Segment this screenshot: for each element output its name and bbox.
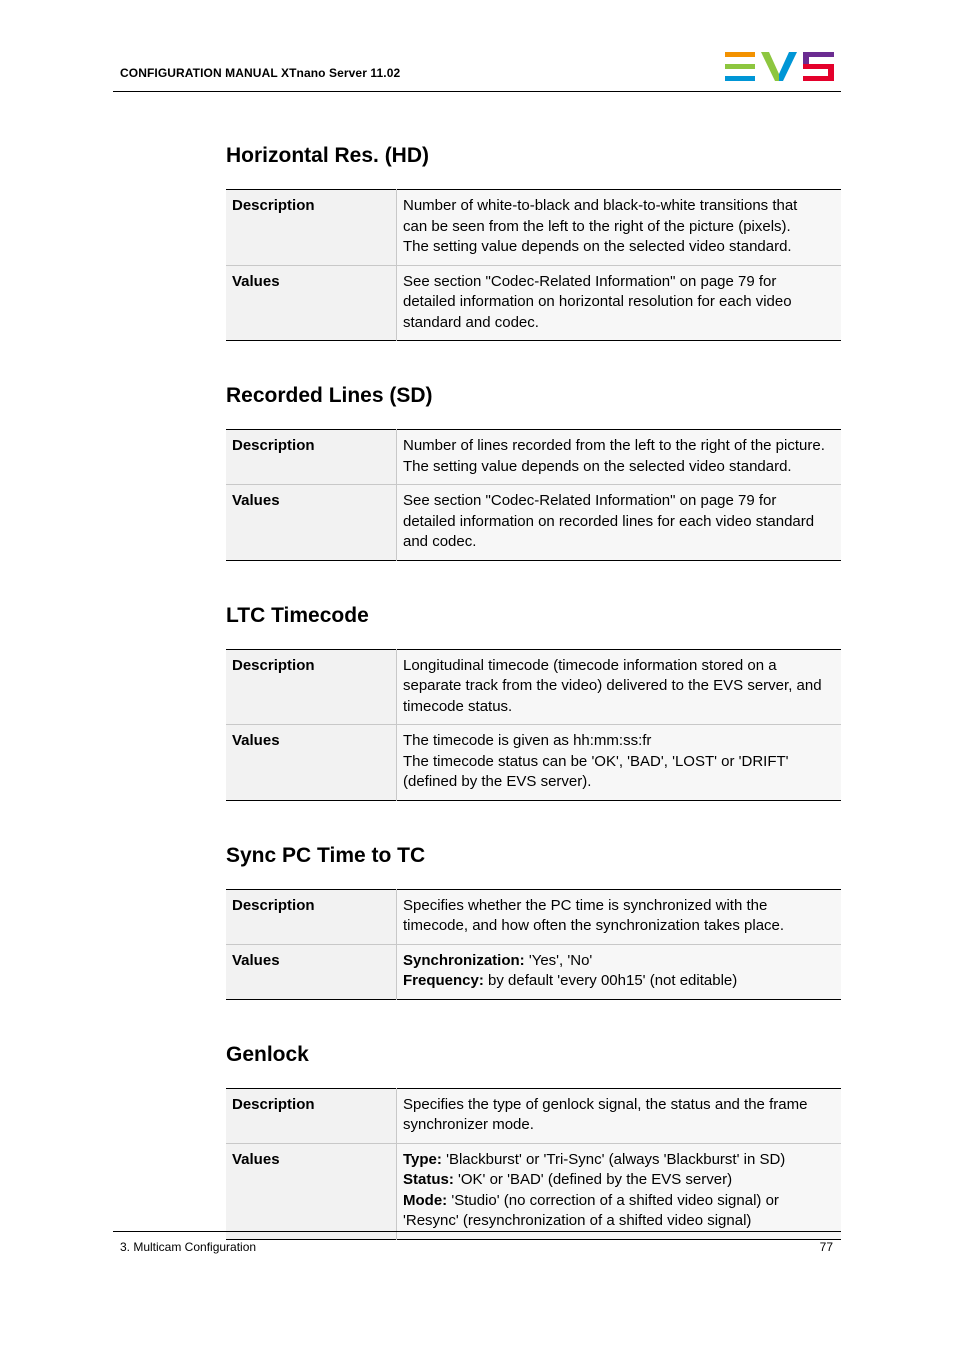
parameter-section <box>226 140 841 341</box>
value-text: 'Studio' (no correction of a shifted video signal) or <box>447 1191 779 1209</box>
section-title: LTC Timecode <box>226 603 369 627</box>
value-line <box>403 436 835 457</box>
value-text: detailed information on recorded lines for each video standard <box>403 512 815 530</box>
row-label: Description <box>226 430 397 485</box>
value-text: timecode status. <box>403 697 513 715</box>
value-line <box>403 1170 835 1191</box>
value-text: detailed information on horizontal resolution for each video <box>403 293 792 310</box>
row-value <box>397 430 842 485</box>
parameter-section <box>226 380 841 561</box>
section-title: Recorded Lines (SD) <box>226 384 433 407</box>
value-text: See section "Codec-Related Information" on page 79 for <box>403 272 777 290</box>
value-line <box>403 676 835 697</box>
value-text: synchronizer mode. <box>403 1116 534 1133</box>
table-row <box>226 1143 841 1239</box>
value-text: See section "Codec-Related Information" on page 79 for <box>403 492 777 509</box>
value-text: Number of lines recorded from the left to the right of the picture. <box>403 437 825 454</box>
header-title: CONFIGURATION MANUAL XTnano Server 11.02 <box>120 66 401 80</box>
value-text: 'Resync' (resynchronization of a shifted video signal) <box>403 1212 752 1229</box>
value-line <box>403 532 835 553</box>
value-line <box>403 1191 835 1212</box>
value-line <box>403 196 835 217</box>
value-line <box>403 772 835 793</box>
value-line <box>403 916 835 937</box>
value-line <box>403 1211 835 1232</box>
value-line <box>403 491 835 512</box>
value-line <box>403 752 835 773</box>
table-row <box>226 430 841 485</box>
value-line <box>403 896 835 917</box>
table-row <box>226 944 841 999</box>
value-text: and codec. <box>403 533 477 550</box>
value-line <box>403 1095 835 1116</box>
evs-logo <box>725 52 835 82</box>
row-label: Values <box>226 265 397 341</box>
row-label: Values <box>226 725 397 801</box>
table-row <box>226 190 841 266</box>
value-term: Frequency: <box>403 972 484 989</box>
section-title: Horizontal Res. (HD) <box>226 144 430 167</box>
value-line <box>403 313 835 334</box>
value-text: Number of white-to-black and black-to-white transitions that <box>403 197 798 214</box>
value-line <box>403 697 835 718</box>
row-label: Description <box>226 190 397 266</box>
row-value <box>397 265 842 341</box>
row-label: Description <box>226 1088 397 1143</box>
table-row <box>226 725 841 801</box>
row-value <box>397 649 842 725</box>
value-term: Synchronization: <box>403 951 525 969</box>
value-text: Specifies the type of genlock signal, the status and the frame <box>403 1095 808 1113</box>
value-text: 'Yes', 'No' <box>524 951 593 969</box>
value-text: (defined by the EVS server). <box>403 773 592 790</box>
footer-chapter: 3. Multicam Configuration <box>120 1240 257 1254</box>
parameter-table <box>226 1088 841 1240</box>
value-line <box>403 292 835 313</box>
row-label: Description <box>226 889 397 944</box>
page-content <box>226 140 841 1240</box>
value-text: separate track from the video) delivered to the EVS server, and <box>403 677 822 694</box>
value-text: The setting value depends on the selected video standard. <box>403 457 792 475</box>
table-row <box>226 485 841 561</box>
value-text: can be seen from the left to the right of the picture (pixels). <box>403 217 791 235</box>
row-value <box>397 1088 842 1143</box>
value-line <box>403 272 835 293</box>
section-title: Genlock <box>226 1042 309 1066</box>
row-label: Values <box>226 1143 397 1239</box>
row-label: Values <box>226 944 397 999</box>
value-term: Status: <box>403 1171 454 1188</box>
value-line <box>403 1115 835 1136</box>
value-term: Type: <box>403 1150 442 1168</box>
value-text: The timecode status can be 'OK', 'BAD', 'LOST' or 'DRIFT' <box>403 752 789 770</box>
parameter-section <box>226 1039 841 1240</box>
row-label: Values <box>226 485 397 561</box>
value-term: Mode: <box>403 1191 448 1209</box>
page-header <box>113 0 841 92</box>
value-text: Specifies whether the PC time is synchronized with the <box>403 896 768 914</box>
table-row <box>226 889 841 944</box>
parameter-table <box>226 429 841 561</box>
value-line <box>403 731 835 752</box>
value-text: standard and codec. <box>403 313 539 331</box>
page-number: 77 <box>819 1240 833 1254</box>
value-line <box>403 951 835 972</box>
value-line <box>403 217 835 238</box>
parameter-table <box>226 189 841 341</box>
value-text: Longitudinal timecode (timecode information stored on a <box>403 656 777 674</box>
parameter-section <box>226 600 841 801</box>
value-line <box>403 971 835 992</box>
page-footer <box>113 1231 841 1254</box>
table-row <box>226 649 841 725</box>
value-text: timecode, and how often the synchronization takes place. <box>403 917 785 934</box>
value-text: by default 'every 00h15' (not editable) <box>483 972 738 989</box>
value-text: 'Blackburst' or 'Tri-Sync' (always 'Blackburst' in SD) <box>441 1150 786 1168</box>
row-value <box>397 485 842 561</box>
parameter-table <box>226 889 841 1000</box>
value-line <box>403 457 835 478</box>
value-line <box>403 237 835 258</box>
value-text: 'OK' or 'BAD' (defined by the EVS server) <box>453 1171 733 1188</box>
parameter-table <box>226 649 841 801</box>
value-text: The timecode is given as hh:mm:ss:fr <box>403 732 652 749</box>
row-value <box>397 1143 842 1239</box>
table-row <box>226 1088 841 1143</box>
table-row <box>226 265 841 341</box>
row-label: Description <box>226 649 397 725</box>
value-line <box>403 512 835 533</box>
row-value <box>397 889 842 944</box>
value-text: The setting value depends on the selected video standard. <box>403 238 792 255</box>
parameter-section <box>226 840 841 1000</box>
row-value <box>397 190 842 266</box>
value-line <box>403 656 835 677</box>
row-value <box>397 725 842 801</box>
section-title: Sync PC Time to TC <box>226 843 426 867</box>
value-line <box>403 1150 835 1171</box>
row-value <box>397 944 842 999</box>
